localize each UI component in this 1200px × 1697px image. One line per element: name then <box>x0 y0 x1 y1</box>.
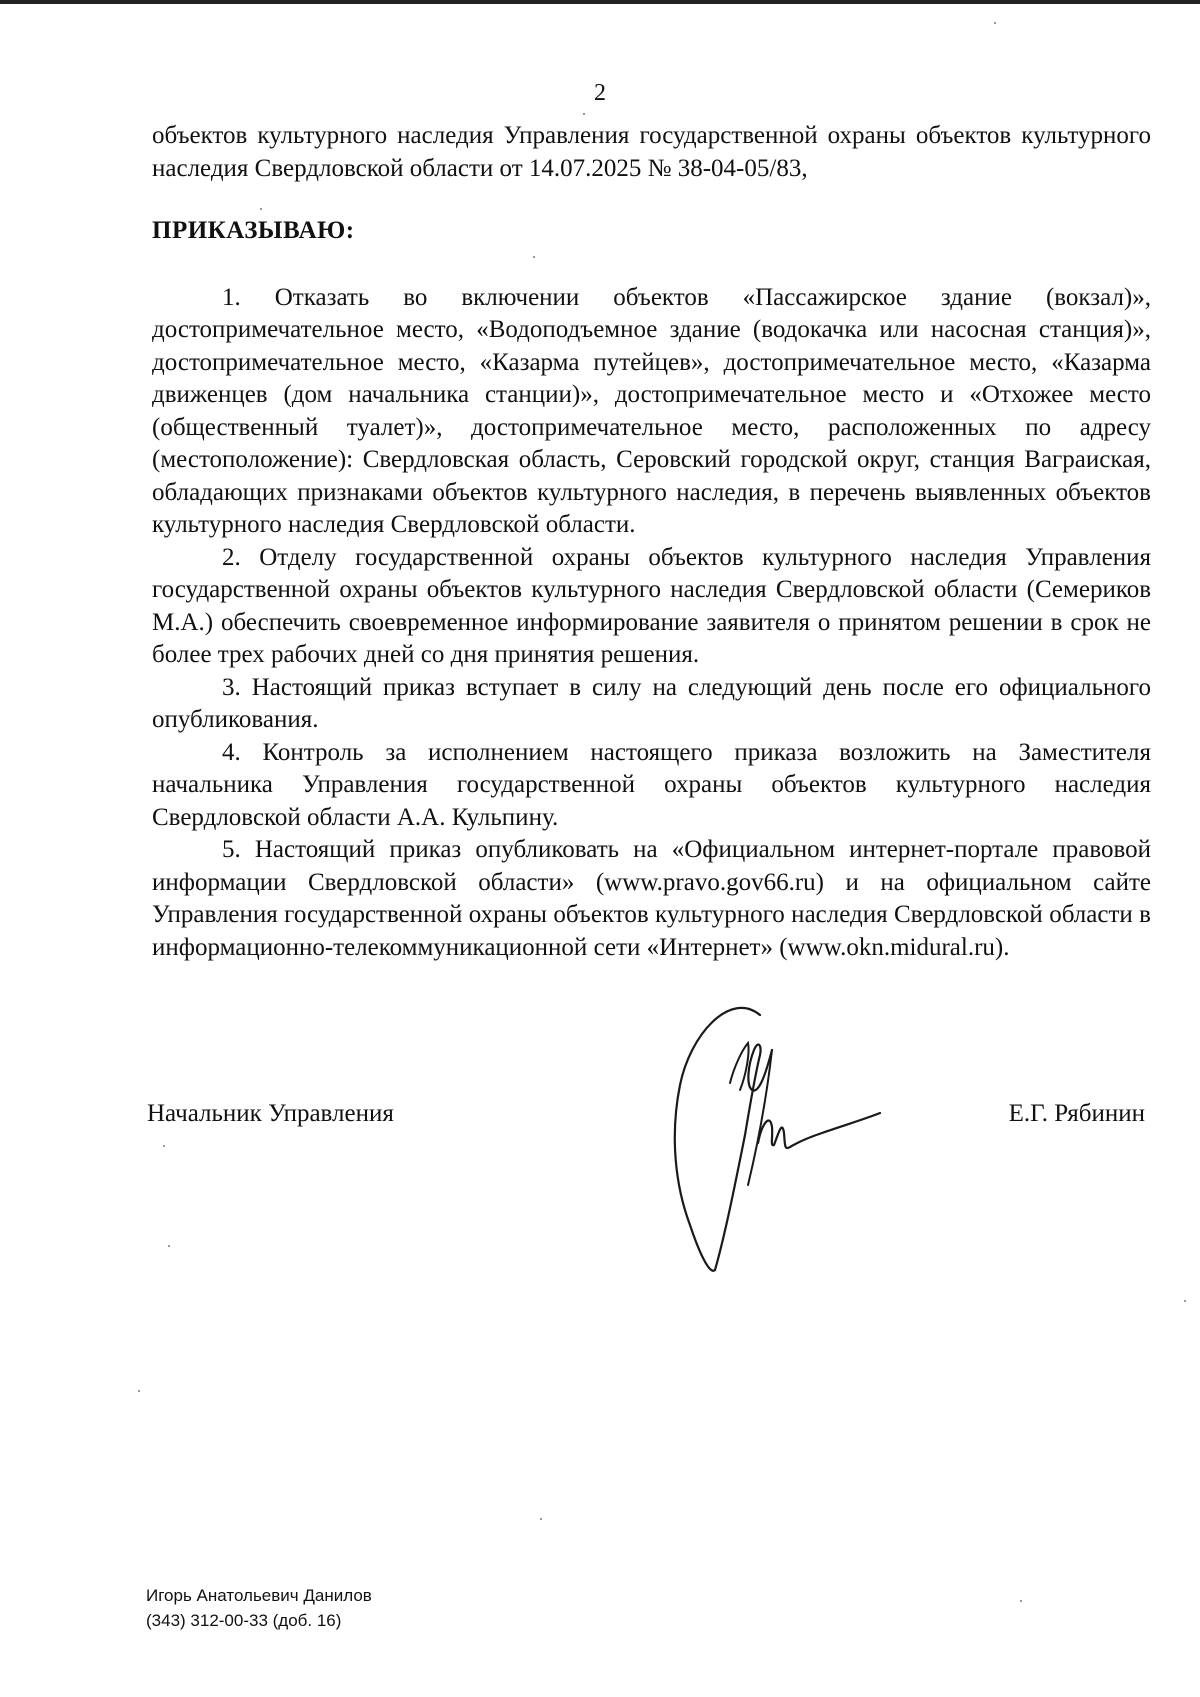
executor-name: Игорь Анатольевич Данилов <box>146 1586 372 1605</box>
top-border-line <box>0 0 1200 4</box>
order-item-3: 3. Настоящий приказ вступает в силу на следующий день после его официального опубликования. <box>152 673 1151 733</box>
order-item-1: 1. Отказать во включении объектов «Пассажирское здание (вокзал)», достопримечательное место, «Водоподъемное здание (водокачка или насосная станция)», достопримечательное место, «Казарма путейцев», достопримечательное место, «Казарма движенцев (дом начальника станции)», достопримечательное место и «Отхожее место (общественный туалет)», достопримечательное место, расположенных по адресу (местоположение): Свердловская область, Серовский городской округ, станция Ваграиская, обладающих признаками объектов культурного наследия, в перечень выявленных объектов культурного наследия Свердловской области. <box>152 283 1151 538</box>
signer-name: Е.Г. Рябинин <box>1008 1100 1145 1127</box>
scan-speck <box>168 1245 170 1247</box>
scan-speck <box>163 1145 165 1147</box>
scan-speck <box>533 256 535 258</box>
executor-block <box>146 1583 372 1633</box>
scan-speck <box>583 113 585 115</box>
order-heading: ПРИКАЗЫВАЮ: <box>152 217 355 244</box>
executor-phone: (343) 312-00-33 (доб. 16) <box>146 1611 342 1630</box>
order-item-4: 4. Контроль за исполнением настоящего приказа возложить на Заместителя начальника Управления государственной охраны объектов культурного наследия Свердловской области А.А. Кульпину. <box>152 738 1151 831</box>
order-item-5: 5. Настоящий приказ опубликовать на «Официальном интернет-портале правовой информации Свердловской области» (www.pravo.gov66.ru) и на официальном сайте Управления государственной охраны объектов культурного наследия Свердловской области в информационно-телекоммуникационной сети «Интернет» (www.okn.midural.ru). <box>152 836 1151 961</box>
scan-speck <box>1184 1300 1186 1302</box>
scan-speck <box>994 22 996 24</box>
order-item-2: 2. Отделу государственной охраны объектов культурного наследия Управления государственной охраны объектов культурного наследия Свердловской области (Семериков М.А.) обеспечить своевременное информирование заявителя о принятом решении в срок не более трех рабочих дней со дня принятия решения. <box>152 543 1151 668</box>
signer-position: Начальник Управления <box>147 1100 394 1127</box>
scan-speck <box>540 1518 542 1520</box>
scan-speck <box>138 1390 140 1392</box>
page-number: 2 <box>594 80 606 106</box>
handwritten-signature <box>650 995 900 1285</box>
scan-speck <box>1020 1600 1022 1602</box>
continuation-text: объектов культурного наследия Управления государственной охраны объектов культурного наследия Свердловской области от 14.07.2025 № 38-04-05/83, <box>152 122 1151 182</box>
scan-speck <box>260 208 262 210</box>
document-body <box>152 120 1151 964</box>
